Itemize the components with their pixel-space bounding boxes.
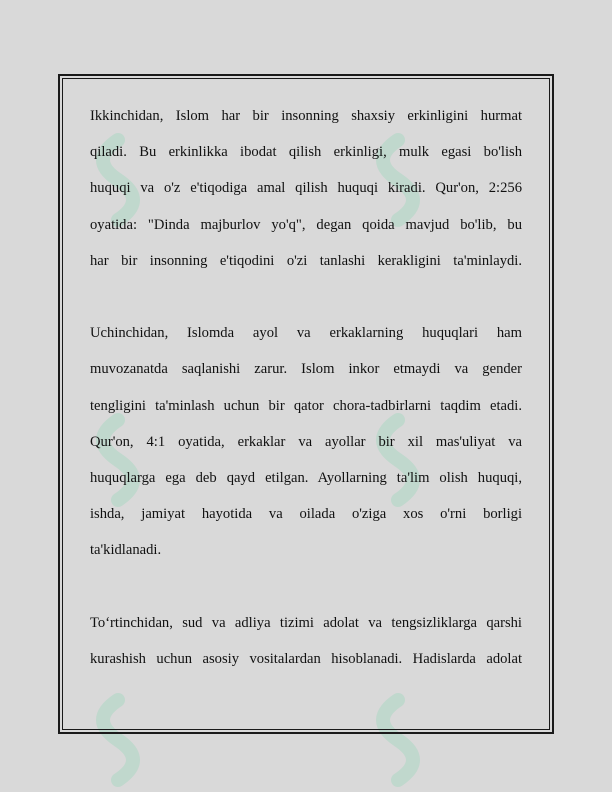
text-line: ta'kidlanadi. [90, 542, 162, 559]
text-line: oyatida: "Dinda majburlov yo'q", degan qoida mavjud bo'lib, bu [90, 216, 522, 233]
text-line: To‘rtinchidan, sud va adliya tizimi adolat va tengsizliklarga qarshi [90, 614, 522, 631]
text-line: Ikkinchidan, Islom har bir insonning shaxsiy erkinligini hurmat [90, 108, 522, 124]
text-line: muvozanatda saqlanishi zarur. Islom inkor etmaydi va gender [90, 361, 522, 378]
text-line: huquqlarga ega deb qayd etilgan. Ayollarning ta'lim olish huquqi, [90, 470, 522, 487]
paragraph-3 [90, 605, 522, 677]
text-line: har bir insonning e'tiqodini o'zi tanlashi kerakligini ta'minlaydi. [90, 252, 522, 269]
paragraph-2 [90, 315, 522, 568]
text-line: tengligini ta'minlash uchun bir qator chora-tadbirlarni taqdim etadi. [90, 397, 522, 414]
paragraph-1 [90, 98, 522, 279]
text-line: ishda, jamiyat hayotida va oilada o'ziga xos o'rni borligi [90, 506, 522, 523]
text-line: kurashish uchun asosiy vositalardan hisoblanadi. Hadislarda adolat [90, 651, 522, 668]
text-line: huquqi va o'z e'tiqodiga amal qilish huquqi kiradi. Qur'on, 2:256 [90, 180, 522, 197]
text-line: qiladi. Bu erkinlikka ibodat qilish erkinligi, mulk egasi bo'lish [90, 144, 522, 161]
text-line: Qur'on, 4:1 oyatida, erkaklar va ayollar bir xil mas'uliyat va [90, 433, 522, 450]
document-body [90, 98, 522, 677]
text-line: Uchinchidan, Islomda ayol va erkaklarning huquqlari ham [90, 325, 522, 342]
